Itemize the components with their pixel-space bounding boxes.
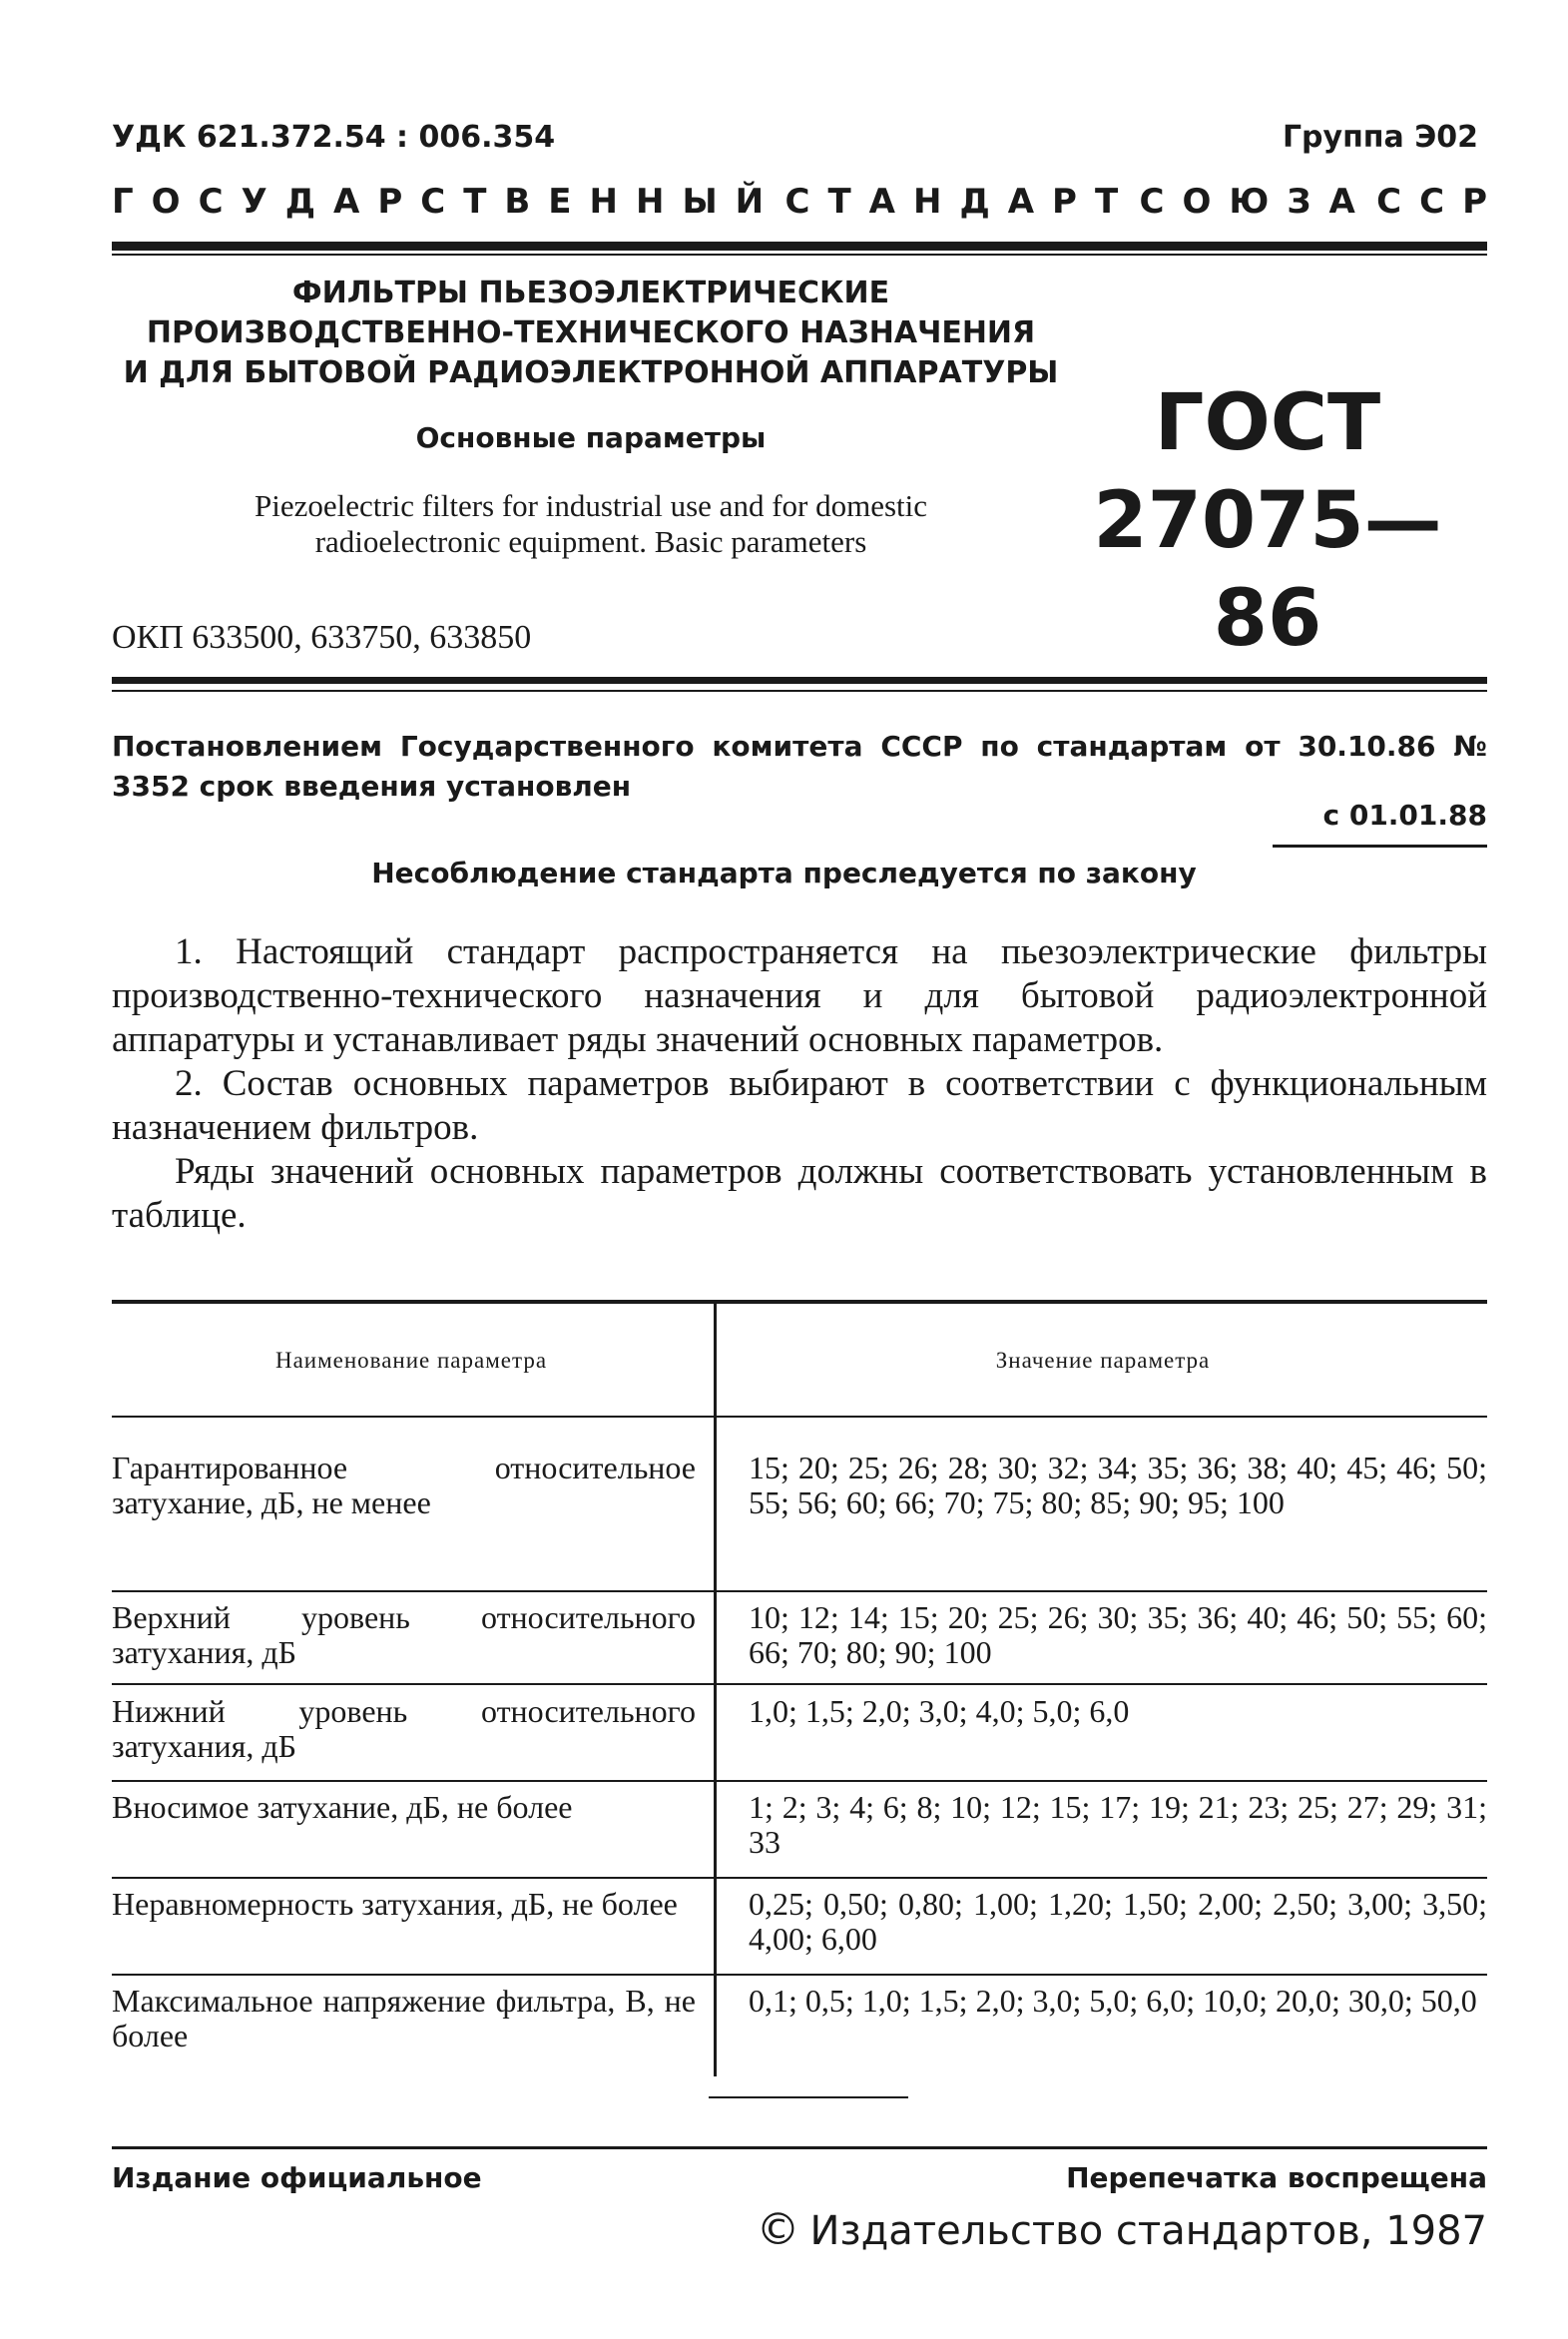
table-row-name: Вносимое затухание, дБ, не более xyxy=(112,1789,573,1825)
table-top-rule xyxy=(112,1300,1487,1304)
paragraph: Ряды значений основных параметров должны соответствовать установленным в таблице. xyxy=(112,1151,1487,1236)
copyright-text: Издательство стандартов, 1987 xyxy=(809,2208,1487,2254)
penalty-notice: Несоблюдение стандарта преследуется по закону xyxy=(371,857,1197,889)
copyright-line xyxy=(756,2204,1487,2255)
table-row-value: 15; 20; 25; 26; 28; 30; 32; 34; 35; 36; 38; 40; 45; 46; 50; 55; 56; 60; 66; 70; 75; 80; 85; 90; 95; 100 xyxy=(749,1450,1487,1520)
table-column-divider xyxy=(714,1304,717,2076)
state-standard-heading xyxy=(112,182,1505,222)
udk-code: УДК 621.372.54 : 006.354 xyxy=(112,120,556,155)
table-row-name: Верхний уровень относительного затухания, дБ xyxy=(112,1599,696,1670)
table-row-name: Максимальное напряжение фильтра, В, не более xyxy=(112,1983,696,2053)
english-title: Piezoelectric filters for industrial use and for domestic radioelectronic equipment. Basic parameters xyxy=(254,488,928,559)
table-row-rule xyxy=(112,1590,1487,1592)
title-line: ФИЛЬТРЫ ПЬЕЗОЭЛЕКТРИЧЕСКИЕ xyxy=(291,276,890,310)
header-rule-thick xyxy=(112,242,1487,251)
table-row-name: Неравномерность затухания, дБ, не более xyxy=(112,1886,678,1922)
table-row-value: 10; 12; 14; 15; 20; 25; 26; 30; 35; 36; 40; 46; 50; 55; 60; 66; 70; 80; 90; 100 xyxy=(749,1599,1487,1670)
footer-rule xyxy=(112,2146,1487,2149)
title-line: ПРОИЗВОДСТВЕННО-ТЕХНИЧЕСКОГО НАЗНАЧЕНИЯ xyxy=(146,315,1036,350)
gost-number: 27075—86 xyxy=(1093,476,1442,664)
edition-note: Издание официальное xyxy=(112,2161,482,2194)
group-code: Группа Э02 xyxy=(1282,120,1478,155)
table-row-name: Гарантированное относительное затухание, дБ, не менее xyxy=(112,1450,696,1520)
state-standard-word: СТАНДАРТ xyxy=(784,182,1137,222)
table-row-value: 1; 2; 3; 4; 6; 8; 10; 12; 15; 17; 19; 21; 23; 25; 27; 29; 31; 33 xyxy=(749,1789,1487,1860)
state-standard-word: СОЮЗА xyxy=(1139,182,1373,222)
table-end-rule xyxy=(709,2096,908,2098)
table-row-name: Нижний уровень относительного затухания, дБ xyxy=(112,1693,696,1764)
table-header-rule xyxy=(112,1416,1487,1418)
paragraph: 1. Настоящий стандарт распространяется на пьезоэлектрические фильтры производственно-технического назначения и для бытовой радиоэлектронной аппаратуры и устанавливает ряды значений основных параметров. xyxy=(112,931,1487,1060)
reprint-notice: Перепечатка воспрещена xyxy=(1066,2161,1487,2194)
state-standard-word: ССР xyxy=(1376,182,1505,222)
gost-designation xyxy=(1068,374,1467,668)
effective-date: с 01.01.88 xyxy=(1322,799,1487,832)
title-block xyxy=(112,274,1070,560)
table-row-rule xyxy=(112,1877,1487,1879)
table-header-name: Наименование параметра xyxy=(274,1348,548,1373)
header-rule-thin xyxy=(112,254,1487,256)
table-row-rule xyxy=(112,1683,1487,1685)
body-text xyxy=(112,930,1487,1238)
section-rule-thick xyxy=(112,677,1487,684)
table-row-value: 0,25; 0,50; 0,80; 1,00; 1,20; 1,50; 2,00; 2,50; 3,00; 3,50; 4,00; 6,00 xyxy=(749,1886,1487,1957)
gost-label: ГОСТ xyxy=(1154,378,1381,468)
effective-date-underline xyxy=(1273,845,1487,848)
table-row-value: 0,1; 0,5; 1,0; 1,5; 2,0; 3,0; 5,0; 6,0; 10,0; 20,0; 30,0; 50,0 xyxy=(749,1983,1477,2019)
table-row-rule xyxy=(112,1974,1487,1976)
section-rule-thin xyxy=(112,690,1487,692)
okp-codes: ОКП 633500, 633750, 633850 xyxy=(112,619,532,656)
state-standard-word: ГОСУДАРСТВЕННЫЙ xyxy=(112,182,783,222)
table-row-rule xyxy=(112,1780,1487,1782)
title-line: И ДЛЯ БЫТОВОЙ РАДИОЭЛЕКТРОННОЙ АППАРАТУРЫ xyxy=(123,355,1059,390)
table-header-value: Значение параметра xyxy=(995,1348,1211,1373)
subtitle: Основные параметры xyxy=(415,421,767,454)
copyright-icon: © xyxy=(756,2204,800,2255)
paragraph: 2. Состав основных параметров выбирают в соответствии с функциональным назначением фильтров. xyxy=(112,1063,1487,1148)
table-row-value: 1,0; 1,5; 2,0; 3,0; 4,0; 5,0; 6,0 xyxy=(749,1693,1130,1729)
decree-text: Постановлением Государственного комитета СССР по стандартам от 30.10.86 № 3352 срок введения установлен xyxy=(112,730,1487,803)
